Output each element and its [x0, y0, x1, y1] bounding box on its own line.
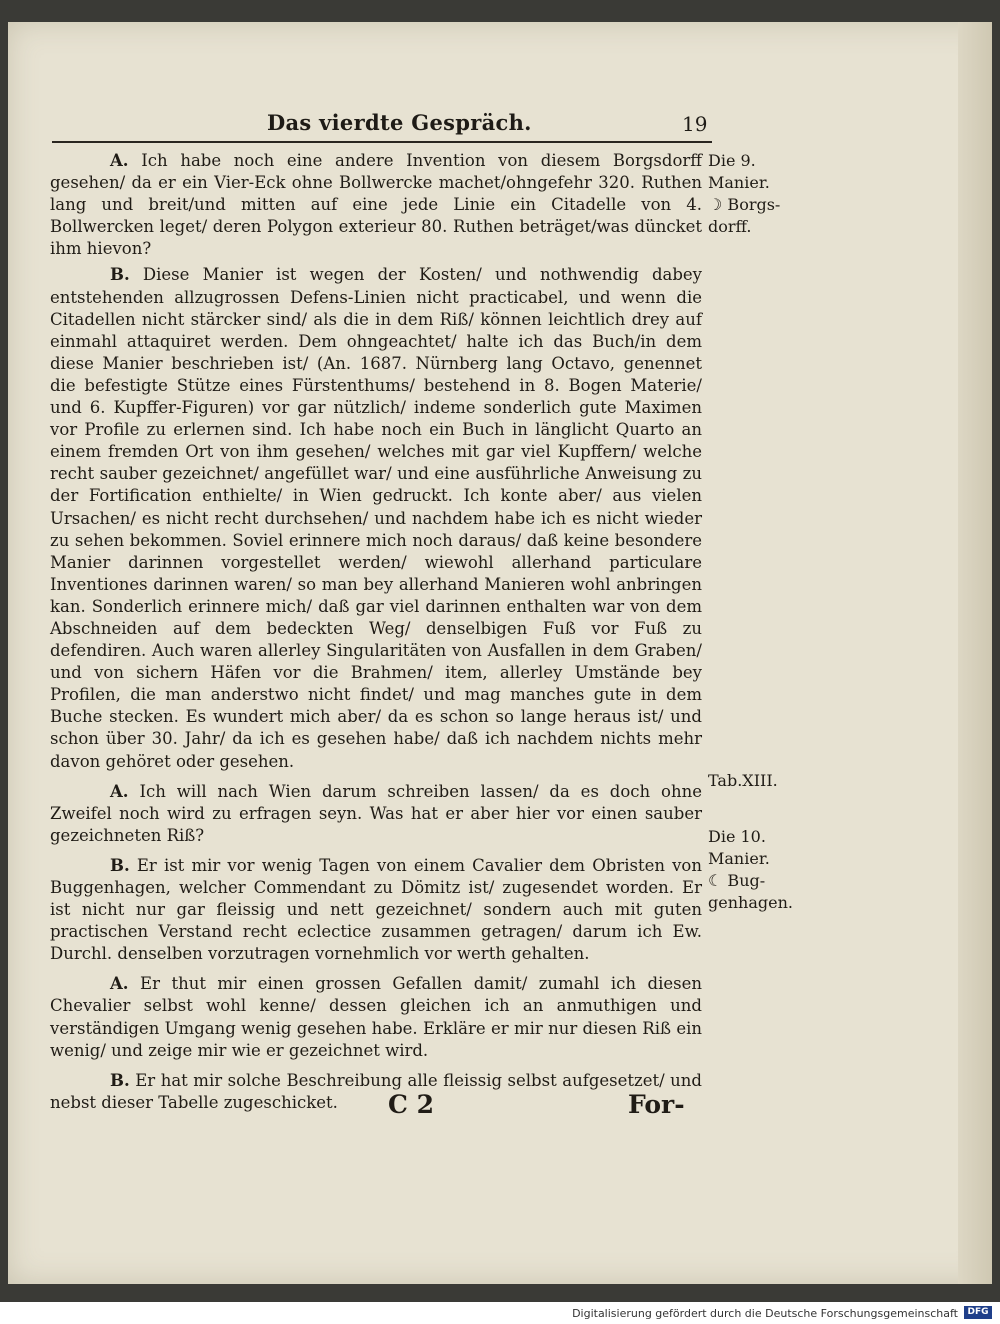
- speaker-label: A.: [110, 151, 129, 170]
- paragraph-text: Diese Manier ist wegen der Kosten/ und nothwendig dabey entstehenden allzugrossen Defens-Linien nicht practicabel, und wenn die Citadellen nicht stärcker sind/ als die in dem Riß/ können leichtlich drey auf einmahl attaquiret werden. Dem ohngeachtet/ halte ich das Buch/in dem diese Manier beschrieben ist/ (An. 1687. Nürnberg lang Octavo, genennet die befestigte Stütze eines Fürstenthums/ bestehend in 8. Bogen Materie/ und 6. Kupffer-Figuren) vor gar nützlich/ indeme sonderlich gute Maximen vor Profile zu erlernen sind. Ich habe noch ein Buch in länglicht Quarto an einem fremden Ort von ihm gesehen/ welches mit gar viel Kupffern/ welche recht sauber gezeichnet/ angefüllet war/ und eine ausführliche Anweisung zu der Fortification enthielte/ in Wien gedruckt. Ich konte aber/ aus vielen Ursachen/ es nicht recht durchsehen/ und nachdem habe ich es nicht wieder zu sehen bekommen. Soviel erinnere mich noch daraus/ daß keine besondere Manier darinnen vorgestellet werden/ wiewohl allerhand particulare Inventiones darinnen waren/ so man bey allerhand Manieren wohl anbringen kan. Sonderlich erinnere mich/ daß gar viel darinnen enthalten war von dem Abschneiden auf dem bedeckten Weg/ denselbigen Fuß vor Fuß zu defendiren. Auch waren allerley Singularitäten von Ausfallen in dem Graben/ und von sichern Häfen vor die Brahmen/ item, allerley Umstände bey Profilen, die man anderstwo nicht findet/ und mag manches gute in dem Buche stecken. Es wundert mich aber/ da es schon so lange heraus ist/ und schon über 30. Jahr/ da ich es gesehen habe/ daß ich nachdem nichts mehr davon gehöret oder gesehen.: [50, 265, 702, 771]
- dfg-logo-icon: DFG: [964, 1306, 992, 1319]
- paragraph-text: Ich will nach Wien darum schreiben lassen/ da es doch ohne Zweifel noch wird zu erfragen seyn. Was hat er aber hier vor einen sauber gezeichneten Riß?: [50, 781, 702, 845]
- credit-bar: [0, 1302, 1000, 1324]
- paragraph: [50, 150, 702, 260]
- speaker-label: A.: [110, 974, 129, 994]
- catchword: For-: [628, 1090, 685, 1119]
- running-head: [52, 108, 712, 146]
- running-title: Das vierdte Gespräch.: [267, 110, 532, 135]
- margin-note-line: Manier.: [708, 173, 770, 192]
- header-rule: [52, 141, 712, 143]
- credit-text: Digitalisierung gefördert durch die Deutsche Forschungsgemeinschaft: [572, 1307, 958, 1320]
- margin-note-line: dorff.: [708, 217, 752, 236]
- signature-mark: C 2: [388, 1090, 434, 1119]
- page-edge: [958, 22, 992, 1284]
- margin-note-line: Die 9.: [708, 151, 756, 170]
- speaker-label: B.: [110, 265, 130, 285]
- paragraph-text: Er hat mir solche Beschreibung alle fleissig selbst aufgesetzet/ und nebst dieser Tabelle zugeschicket.: [50, 1070, 702, 1112]
- margin-note-line: Die 10.: [708, 827, 766, 846]
- paragraph: [50, 781, 702, 847]
- paragraph-text: Er ist mir vor wenig Tagen von einem Cavalier dem Obristen von Buggenhagen, welcher Commendant zu Dömitz ist/ zugesendet worden. Er ist nicht nur gar fleissig und nett gezeichnet/ sondern auch mit guten practischen Verstand recht eclectice zusammen getragen/ darum ich Ew. Durchl. denselben vorzutragen vornehmlich vor werth gehalten.: [50, 855, 702, 964]
- paragraph-text: Er thut mir einen grossen Gefallen damit/ zumahl ich diesen Chevalier selbst wohl kenne/ dessen gleichen ich an anmuthigen und verständigen Umgang wenig gesehen habe. Erkläre er mir nur diesen Riß ein wenig/ und zeige mir wie er gezeichnet wird.: [50, 974, 702, 1060]
- paragraph-text: Ich habe noch eine andere Invention von diesem Borgsdorff gesehen/ da er ein Vier-Eck ohne Bollwercke machet/ohngefehr 320. Ruthen lang und breit/und mitten auf eine jede Linie ein Citadelle von 4. Bollwercken leget/ deren Polygon exterieur 80. Ruthen beträget/was düncket ihm hievon?: [50, 151, 703, 259]
- margin-note-line: ☾ Bug-: [708, 871, 766, 890]
- paragraph: [50, 264, 702, 772]
- margin-note-tab-xiii: [708, 770, 808, 792]
- margin-note-line: Manier.: [708, 849, 770, 868]
- margin-note-manier-9: [708, 150, 808, 238]
- main-text: [50, 150, 702, 1118]
- margin-note-line: Tab.XIII.: [708, 771, 778, 790]
- speaker-label: A.: [110, 781, 129, 801]
- margin-note-line: genhagen.: [708, 893, 793, 912]
- margin-note-line: ☽ Borgs-: [708, 195, 781, 214]
- paragraph: [50, 1070, 702, 1114]
- margin-note-manier-10: [708, 826, 808, 914]
- paragraph: [50, 855, 702, 965]
- page-number: 19: [682, 112, 708, 136]
- speaker-label: B.: [110, 855, 130, 875]
- paragraph: [50, 973, 702, 1061]
- speaker-label: B.: [110, 1070, 130, 1090]
